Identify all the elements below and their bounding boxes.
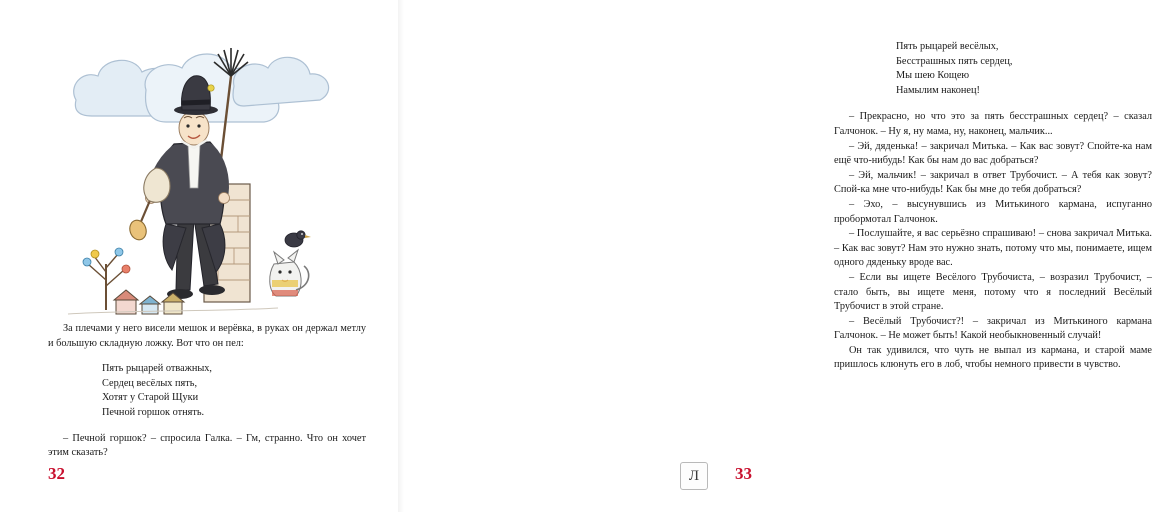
page-number-left: 32 — [48, 464, 65, 483]
verse-block — [834, 40, 1152, 98]
paragraph: – Весёлый Трубочист?! – закричал из Митькиного кармана Галчонок. – Не может быть! Какой необыкновенный случай! — [834, 315, 1152, 342]
paragraph: – Эхо, – высунувшись из Митькиного кармана, испуганно пробормотал Галчонок. — [834, 198, 1152, 225]
left-page — [0, 0, 400, 512]
verse-line: Бесстрашных пять сердец, — [896, 55, 1013, 67]
paragraph: – Эй, мальчик! – закричал в ответ Трубочист. – А тебя как зовут? Спой-ка мне что-нибудь! Как бы мне до тебя добраться? — [834, 169, 1152, 196]
paragraph: – Прекрасно, но что это за пять бесстрашных сердец? – сказал Галчонок. – Ну я, ну мама, ну, наконец, мальчик... — [834, 111, 1152, 137]
verse-line: Хотят у Старой Щуки — [102, 392, 199, 404]
verse-line: Мы шею Кощею — [896, 70, 970, 82]
paragraph: – Печной горшок? – спросила Галка. – Гм, странно. Что он хочет этим сказать? — [48, 432, 366, 459]
verse-line: Печной горшок отнять. — [102, 406, 205, 418]
verse-line: Намылим наконец! — [896, 84, 980, 96]
verse-line: Пять рыцарей весёлых, — [896, 41, 999, 52]
verse-block — [48, 362, 366, 420]
paragraph: Он так удивился, что чуть не выпал из кармана, и старой маме пришлось клюнуть его в лоб, чтобы немного привести в чувство. — [834, 344, 1152, 371]
right-page — [400, 0, 1152, 512]
verse-line: Пять рыцарей отважных, — [102, 363, 212, 375]
paragraph: – Послушайте, я вас серьёзно спрашиваю! – снова закричал Митька. – Как вас зовут? Нам это нужно знать, потому что мы, понимаете, ищем одного дяденьку вроде вас. — [834, 228, 1152, 269]
chimney-sweep-illustration — [48, 28, 368, 318]
right-page-text — [834, 40, 1152, 373]
paragraph: – Если вы ищете Весёлого Трубочиста, – возразил Трубочист, – стало быть, вы ищете меня, потому что я последний Весёлый Трубочист в этой стране. — [834, 271, 1152, 313]
paragraph: За плечами у него висели мешок и верёвка, в руках он держал метлу и большую складную ложку. Вот что он пел: — [48, 323, 366, 349]
verse-line: Сердец весёлых пять, — [102, 377, 198, 389]
page-number-right: 33 — [735, 464, 752, 483]
publisher-logo: Л — [680, 462, 708, 490]
paragraph: – Эй, дяденька! – закричал Митька. – Как вас зовут? Спойте-ка нам ещё что-нибудь! Как бы нам до вас добраться? — [834, 140, 1152, 167]
left-page-text — [48, 322, 366, 461]
